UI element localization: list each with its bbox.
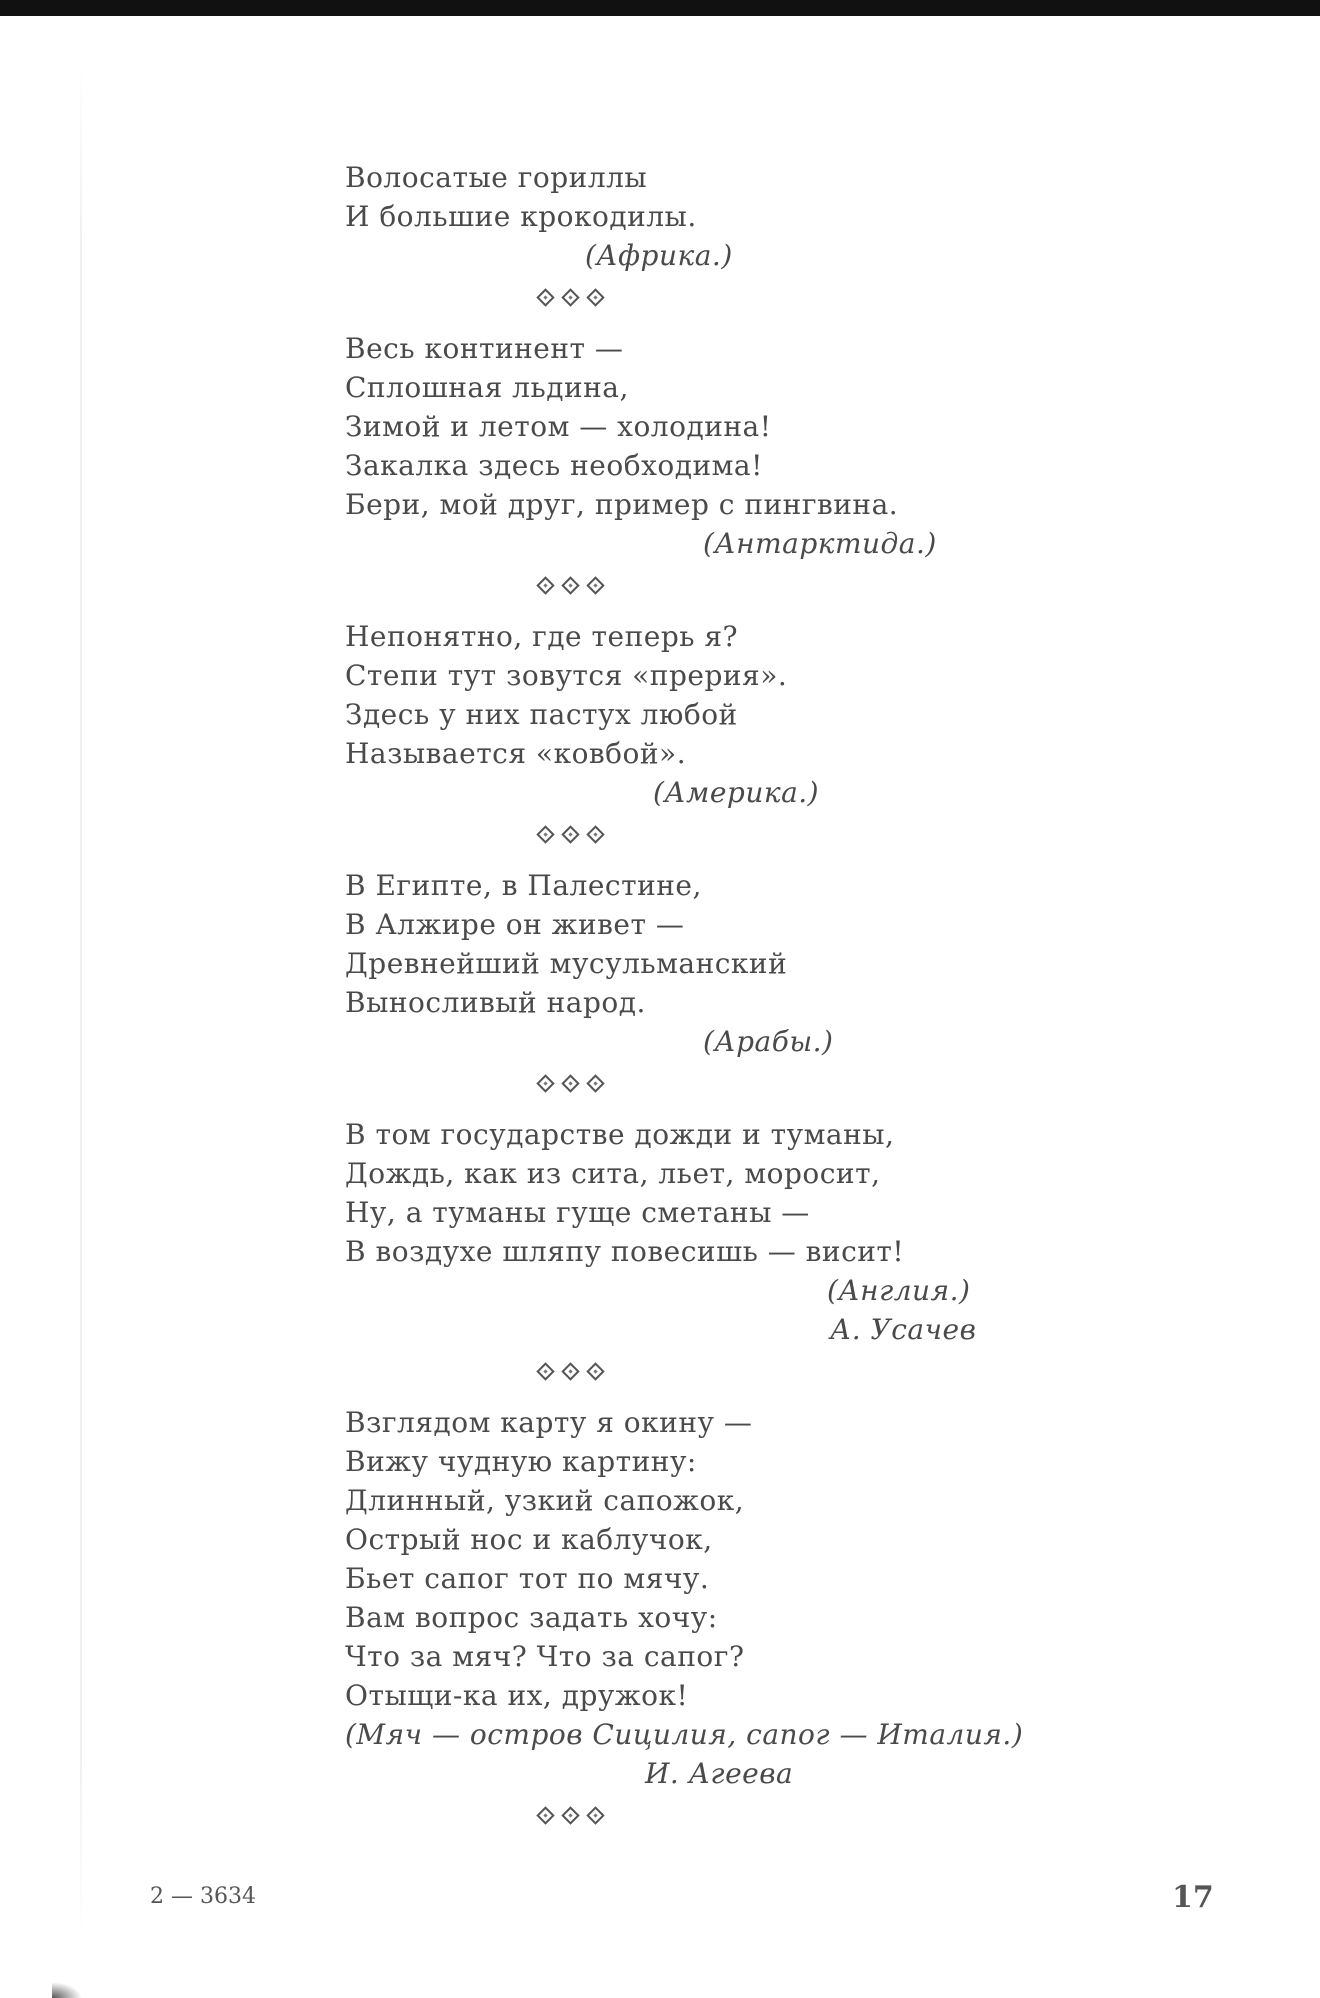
- page-binding-edge: [80, 60, 82, 1940]
- page-number: 17: [1172, 1880, 1214, 1915]
- riddle-line: Закалка здесь необходима!: [345, 449, 763, 482]
- riddle-line: Непонятно, где теперь я?: [345, 620, 739, 653]
- riddle-line: Вижу чудную картину:: [345, 1445, 697, 1478]
- section-separator: [535, 287, 1165, 307]
- riddle-line: И большие крокодилы.: [345, 200, 697, 233]
- riddle-line: Весь континент —: [345, 332, 624, 365]
- riddle-line: Острый нос и каблучок,: [345, 1523, 713, 1556]
- diamond-ornament-icon: [586, 1074, 604, 1092]
- riddle-line: Отыщи-ка их, дружок!: [345, 1679, 689, 1712]
- riddle-line: Дождь, как из сита, льет, моросит,: [345, 1157, 881, 1190]
- riddle-america: [345, 617, 1165, 812]
- riddle-line: Вам вопрос задать хочу:: [345, 1601, 718, 1634]
- diamond-ornament-icon: [586, 1806, 604, 1824]
- diamond-ornament-icon: [586, 825, 604, 843]
- diamond-ornament-icon: [536, 1806, 554, 1824]
- section-separator: [535, 575, 1165, 595]
- riddle-line: Длинный, узкий сапожок,: [345, 1484, 745, 1517]
- riddle-line: В Алжире он живет —: [345, 908, 685, 941]
- diamond-ornament-icon: [561, 825, 579, 843]
- riddle-england: [345, 1115, 1165, 1349]
- riddle-italy: [345, 1403, 1165, 1793]
- riddle-line: Волосатые гориллы: [345, 161, 648, 194]
- riddle-author: И. Агеева: [645, 1757, 794, 1790]
- diamond-ornament-icon: [536, 1362, 554, 1380]
- riddle-line: Степи тут зовутся «прерия».: [345, 659, 788, 692]
- diamond-ornament-icon: [536, 825, 554, 843]
- riddle-line: Взглядом карту я окину —: [345, 1406, 753, 1439]
- section-separator: [535, 1073, 1165, 1093]
- diamond-ornament-icon: [536, 288, 554, 306]
- section-separator: [535, 1805, 1165, 1825]
- riddle-line: Сплошная льдина,: [345, 371, 629, 404]
- riddle-line: В воздухе шляпу повесишь — висит!: [345, 1235, 905, 1268]
- riddle-line: Древнейший мусульманский: [345, 947, 788, 980]
- riddle-answer: (Мяч — остров Сицилия, сапог — Италия.): [345, 1718, 1024, 1751]
- scan-corner-mark: [52, 1982, 82, 1998]
- section-separator: [535, 1361, 1165, 1381]
- riddle-line: Выносливый народ.: [345, 986, 646, 1019]
- riddle-antarctica: [345, 329, 1165, 563]
- riddle-author: А. Усачев: [830, 1313, 977, 1346]
- riddle-answer: (Африка.): [585, 239, 733, 272]
- riddle-africa: [345, 158, 1165, 275]
- riddle-line: Называется «ковбой».: [345, 737, 687, 770]
- printer-signature: 2 — 3634: [150, 1884, 256, 1909]
- diamond-ornament-icon: [561, 288, 579, 306]
- riddle-answer: (Америка.): [653, 776, 820, 809]
- section-separator: [535, 824, 1165, 844]
- diamond-ornament-icon: [561, 1362, 579, 1380]
- riddle-answer: (Арабы.): [703, 1025, 834, 1058]
- riddle-line: Бери, мой друг, пример с пингвина.: [345, 488, 899, 521]
- riddle-line: Здесь у них пастух любой: [345, 698, 738, 731]
- diamond-ornament-icon: [561, 576, 579, 594]
- riddle-arabs: [345, 866, 1165, 1061]
- page-content: [345, 158, 1165, 1847]
- riddle-line: Ну, а туманы гуще сметаны —: [345, 1196, 810, 1229]
- riddle-line: Зимой и летом — холодина!: [345, 410, 772, 443]
- diamond-ornament-icon: [586, 576, 604, 594]
- diamond-ornament-icon: [536, 576, 554, 594]
- diamond-ornament-icon: [561, 1806, 579, 1824]
- riddle-answer: (Антарктида.): [703, 527, 937, 560]
- scan-top-border: [0, 0, 1320, 16]
- diamond-ornament-icon: [561, 1074, 579, 1092]
- riddle-line: Что за мяч? Что за сапог?: [345, 1640, 745, 1673]
- riddle-answer: (Англия.): [827, 1274, 971, 1307]
- diamond-ornament-icon: [586, 1362, 604, 1380]
- riddle-line: В Египте, в Палестине,: [345, 869, 702, 902]
- riddle-line: В том государстве дожди и туманы,: [345, 1118, 895, 1151]
- riddle-line: Бьет сапог тот по мячу.: [345, 1562, 710, 1595]
- diamond-ornament-icon: [536, 1074, 554, 1092]
- diamond-ornament-icon: [586, 288, 604, 306]
